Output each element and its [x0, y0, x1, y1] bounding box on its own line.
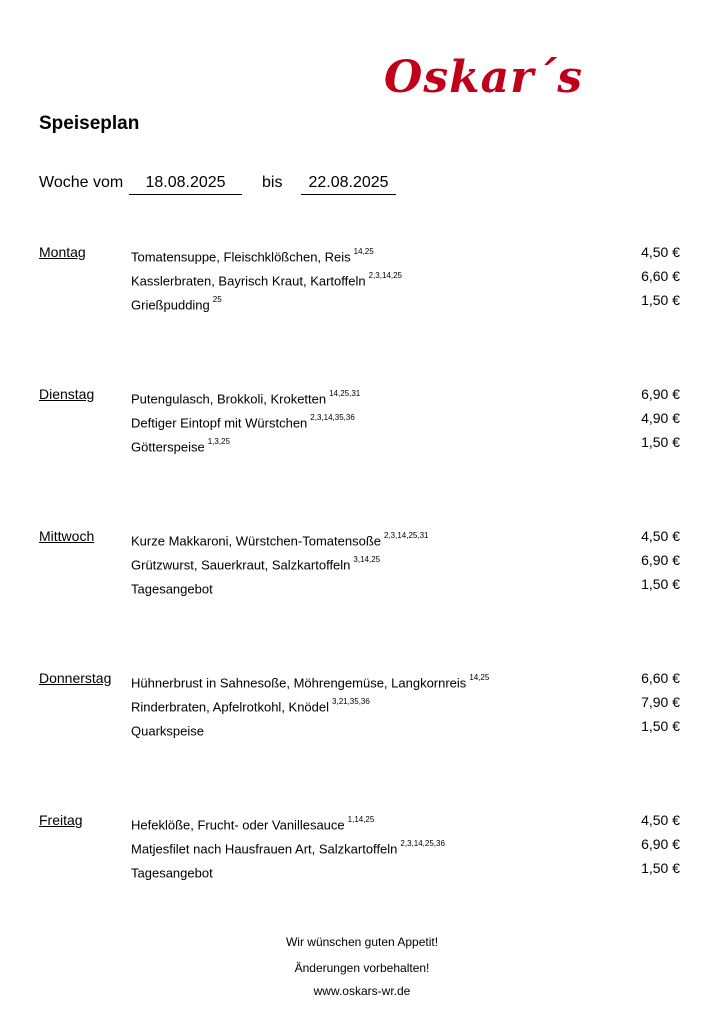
- dish-price: 1,50 €: [641, 860, 680, 876]
- week-to-date: 22.08.2025: [301, 173, 396, 195]
- footer-changes: Änderungen vorbehalten!: [294, 961, 430, 975]
- dish-row: [131, 575, 684, 595]
- dish-name: Grützwurst, Sauerkraut, Salzkartoffeln $^{3,14,25}$: [131, 555, 381, 573]
- dish-row: [131, 551, 684, 571]
- dish-price: 1,50 €: [641, 434, 680, 450]
- dish-row: [131, 811, 684, 831]
- footer-appetit: Wir wünschen guten Appetit!: [285, 935, 439, 949]
- dish-row: [131, 835, 684, 855]
- dish-price: 6,60 €: [641, 268, 680, 284]
- dish-row: [131, 433, 684, 453]
- dish-name: Kasslerbraten, Bayrisch Kraut, Kartoffeln $^{2,3,14,25}$: [131, 271, 402, 289]
- dish-row: [131, 717, 684, 737]
- allergen-codes: 2,3,14,25: [368, 271, 402, 280]
- dish-row: [131, 859, 684, 879]
- allergen-codes: 2,3,14,25,31: [383, 531, 429, 540]
- dish-row: [131, 267, 684, 287]
- dish-name: Götterspeise $^{1,3,25}$: [131, 437, 230, 455]
- dish-price: 4,50 €: [641, 244, 680, 260]
- dish-row: [131, 669, 684, 689]
- dish-name: Tagesangebot: [131, 865, 213, 881]
- allergen-codes: 14,25: [469, 673, 490, 682]
- dish-price: 1,50 €: [641, 292, 680, 308]
- dish-name: Rinderbraten, Apfelrotkohl, Knödel $^{3,21,35,36}$: [131, 697, 370, 715]
- dish-row: [131, 291, 684, 311]
- dish-price: 6,90 €: [641, 836, 680, 852]
- day-name: Freitag: [39, 812, 83, 828]
- dish-name: Deftiger Eintopf mit Würstchen $^{2,3,14,35,36}$: [131, 413, 355, 431]
- allergen-codes: 3,14,25: [353, 555, 381, 564]
- allergen-codes: 2,3,14,25,36: [400, 839, 445, 848]
- day-name: Dienstag: [39, 386, 95, 402]
- dish-name: Tagesangebot: [131, 581, 213, 597]
- allergen-codes: 3,21,35,36: [332, 697, 370, 706]
- day-name: Donnerstag: [39, 670, 112, 686]
- allergen-codes: 2,3,14,35,36: [310, 413, 355, 422]
- day-name: Mittwoch: [39, 528, 95, 544]
- dish-price: 1,50 €: [641, 718, 680, 734]
- allergen-codes: 14,25: [353, 247, 374, 256]
- week-from-date: 18.08.2025: [129, 173, 242, 195]
- restaurant-logo: Oskar´s: [384, 52, 584, 103]
- dish-row: [131, 409, 684, 429]
- dish-name: Tomatensuppe, Fleischklößchen, Reis $^{14,25}$: [131, 247, 374, 265]
- day-name: Montag: [39, 244, 86, 260]
- dish-row: [131, 385, 684, 405]
- week-from-label: Woche vom: [39, 174, 124, 191]
- allergen-codes: 1,14,25: [347, 815, 375, 824]
- dish-name: Hühnerbrust in Sahnesoße, Möhrengemüse, Langkornreis $^{14,25}$: [131, 673, 490, 691]
- dish-name: Grießpudding $^{25}$: [131, 295, 222, 313]
- dish-price: 4,90 €: [641, 410, 680, 426]
- dish-price: 1,50 €: [641, 576, 680, 592]
- dish-row: [131, 243, 684, 263]
- dish-name: Matjesfilet nach Hausfrauen Art, Salzkartoffeln $^{2,3,14,25,36}$: [131, 839, 445, 857]
- allergen-codes: 25: [212, 295, 222, 304]
- page-title: Speiseplan: [39, 113, 140, 134]
- week-to-label: bis: [262, 174, 283, 191]
- dish-price: 4,50 €: [641, 812, 680, 828]
- dish-name: Putengulasch, Brokkoli, Kroketten $^{14,25,31}$: [131, 389, 361, 407]
- dish-name: Kurze Makkaroni, Würstchen-Tomatensoße $^{2,3,14,25,31}$: [131, 531, 429, 549]
- allergen-codes: 14,25,31: [329, 389, 361, 398]
- dish-price: 6,90 €: [641, 552, 680, 568]
- dish-price: 6,60 €: [641, 670, 680, 686]
- dish-row: [131, 527, 684, 547]
- dish-price: 4,50 €: [641, 528, 680, 544]
- allergen-codes: 1,3,25: [207, 437, 230, 446]
- footer-website[interactable]: www.oskars-wr.de: [313, 984, 411, 998]
- dish-name: Quarkspeise: [131, 723, 204, 739]
- dish-price: 6,90 €: [641, 386, 680, 402]
- dish-price: 7,90 €: [641, 694, 680, 710]
- dish-name: Hefeklöße, Frucht- oder Vanillesauce $^{1,14,25}$: [131, 815, 375, 833]
- dish-row: [131, 693, 684, 713]
